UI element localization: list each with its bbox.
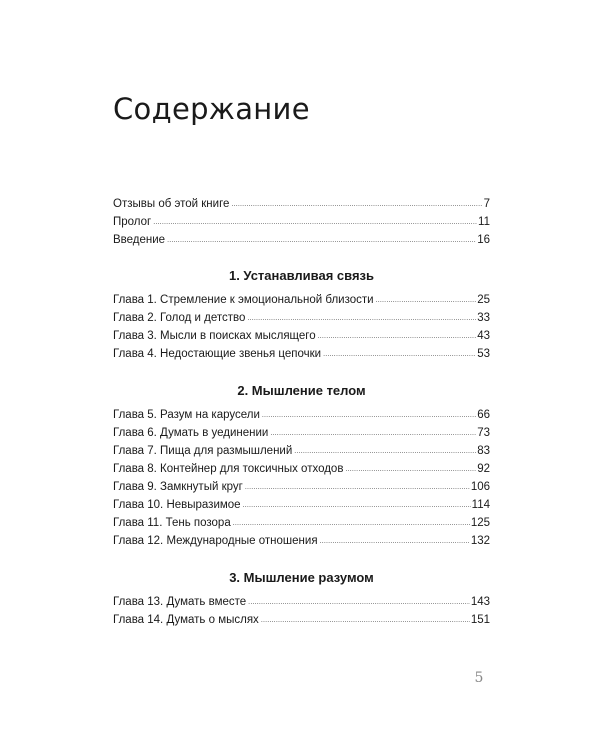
dot-leader [167,232,476,250]
toc-entry-title: Глава 3. Мысли в поисках мыслящего [113,330,316,342]
dot-leader [294,443,476,461]
toc-entry [113,514,490,532]
dot-leader [153,214,477,232]
page-number: 5 [474,670,484,686]
dot-leader [245,479,470,497]
toc-entry-page: 25 [477,294,490,306]
toc-section-2 [113,406,490,550]
toc-entry-page: 143 [470,596,490,608]
dot-leader [231,196,482,214]
dot-leader [262,407,476,425]
toc-entry-page: 132 [470,535,490,547]
dot-leader [320,533,470,551]
dot-leader [233,515,470,533]
toc-entry-title: Глава 6. Думать в уединении [113,427,269,439]
section-heading: 1. Устанавливая связь [228,268,375,283]
table-of-contents [113,195,490,629]
toc-entry [113,424,490,442]
toc-entry-title: Глава 14. Думать о мыслях [113,614,259,626]
toc-entry-title: Глава 5. Разум на карусели [113,409,260,421]
toc-entry [113,231,490,249]
dot-leader [323,346,476,364]
toc-entry-page: 43 [477,330,490,342]
toc-section-1 [113,291,490,363]
toc-entry-title: Глава 1. Стремление к эмоциональной близости [113,294,374,306]
toc-entry [113,460,490,478]
toc-entry-title: Глава 13. Думать вместе [113,596,247,608]
toc-entry [113,611,490,629]
toc-entry [113,496,490,514]
toc-intro-group [113,195,490,249]
toc-entry-title: Глава 10. Невыразимое [113,499,241,511]
toc-entry-title: Глава 2. Голод и детство [113,312,246,324]
toc-entry [113,593,490,611]
toc-entry-title: Глава 8. Контейнер для токсичных отходов [113,463,344,475]
section-heading: 3. Мышление разумом [229,570,374,585]
toc-entry-page: 151 [470,614,490,626]
toc-entry [113,213,490,231]
toc-entry-title: Глава 12. Международные отношения [113,535,318,547]
toc-entry-title: Глава 9. Замкнутый круг [113,481,243,493]
dot-leader [248,594,470,612]
toc-entry-page: 92 [477,463,490,475]
toc-entry [113,291,490,309]
toc-entry [113,442,490,460]
toc-entry-page: 33 [477,312,490,324]
toc-entry-page: 53 [477,348,490,360]
toc-entry-title: Глава 11. Тень позора [113,517,231,529]
toc-entry-page: 7 [483,198,490,210]
section-heading: 2. Мышление телом [237,383,366,398]
toc-entry-title: Глава 4. Недостающие звенья цепочки [113,348,322,360]
toc-entry-page: 16 [477,234,490,246]
dot-leader [270,425,476,443]
toc-entry-page: 125 [470,517,490,529]
toc-entry [113,406,490,424]
dot-leader [376,292,477,310]
toc-entry-page: 11 [478,216,490,228]
toc-entry [113,195,490,213]
toc-section-3 [113,593,490,629]
toc-entry-page: 73 [477,427,490,439]
toc-entry-page: 83 [477,445,490,457]
toc-entry [113,478,490,496]
toc-entry [113,309,490,327]
dot-leader [318,328,477,346]
toc-entry [113,345,490,363]
toc-entry [113,532,490,550]
dot-leader [261,612,470,630]
page-title: Содержание [113,92,310,126]
toc-entry [113,327,490,345]
toc-entry-page: 114 [471,499,490,511]
toc-entry-title: Введение [113,234,166,246]
dot-leader [345,461,476,479]
dot-leader [247,310,476,328]
toc-entry-title: Отзывы об этой книге [113,198,230,210]
toc-entry-page: 66 [477,409,490,421]
dot-leader [243,497,471,515]
toc-entry-title: Пролог [113,216,152,228]
toc-entry-page: 106 [470,481,490,493]
toc-entry-title: Глава 7. Пища для размышлений [113,445,293,457]
